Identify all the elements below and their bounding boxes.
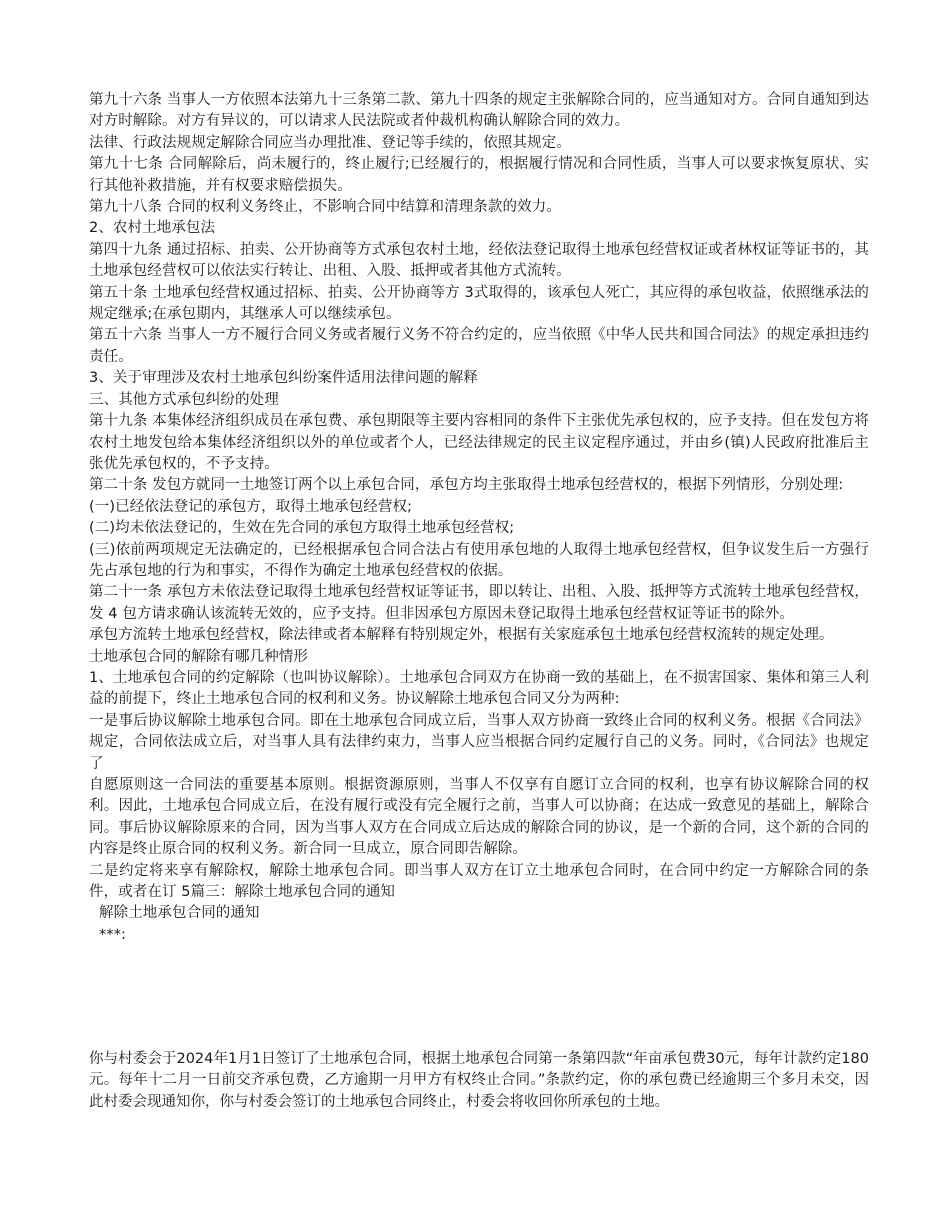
paragraph-voluntary-principle: 自愿原则这一合同法的重要基本原则。根据资源原则，当事人不仅享有自愿订立合同的权利，也享有协议解除合同的权利。因此，土地承包合同成立后，在没有履行或没有完全履行之前，当事人可以协商；在达成一致意见的基础上，解除合同。事后协议解除原来的合同，因为当事人双方在合同成立后达成的解除合同的协议，是一个新的合同，这个新的合同的内容是终止原合同的权利义务。新合同一旦成立，原合同即告解除。 [89, 777, 869, 858]
paragraph-agreed-termination: 1、土地承包合同的约定解除（也叫协议解除）。土地承包合同双方在协商一致的基础上，在不损害国家、集体和第三人利益的前提下，终止土地承包合同的权利和义务。协议解除土地承包合同又分为两种: [89, 669, 869, 708]
section-heading-judicial-interpretation: 3、关于审理涉及农村土地承包纠纷案件适用法律问题的解释 [89, 370, 478, 387]
paragraph-article-21: 第二十一条 承包方未依法登记取得土地承包经营权证等证书，即以转让、出租、入股、抵押等方式流转土地承包经营权，发 4 包方请求确认该流转无效的，应予支持。但非因承包方原因未登记取得土地承包经营权证等证书的除外。 [89, 584, 869, 622]
list-item-2: (二)均未依法登记的，生效在先合同的承包方取得土地承包经营权; [89, 520, 515, 537]
list-item-3: (三)依前两项规定无法确定的，已经根据承包合同合法占有使用承包地的人取得土地承包经营权，但争议发生后一方强行先占承包地的行为和事实，不得作为确定土地承包经营权的依据。 [89, 541, 869, 579]
section-heading-land-contract-law: 2、农村土地承包法 [89, 220, 216, 237]
notice-body: 你与村委会于2024年1月1日签订了土地承包合同，根据土地承包合同第一条第四款“年亩承包费30元，每年计款约定180元。每年十二月一日前交齐承包费，乙方逾期一月甲方有权终止合同。”条款约定，你的承包费已经逾期三个多月未交，因此村委会现通知你，你与村委会签订的土地承包合同终止，村委会将收回你所承包的土地。 [89, 1051, 869, 1110]
subsection-heading-other-disputes: 三、其他方式承包纠纷的处理 [89, 391, 279, 408]
paragraph-article-96: 第九十六条 当事人一方依照本法第九十三条第二款、第九十四条的规定主张解除合同的，应当通知对方。合同自通知到达对方时解除。对方有异议的，可以请求人民法院或者仲裁机构确认解除合同的效力。 [89, 92, 869, 130]
paragraph-article-20: 第二十条 发包方就同一土地签订两个以上承包合同，承包方均主张取得土地承包经营权的，根据下列情形，分别处理: [89, 477, 844, 494]
notice-recipient: ***: [99, 926, 127, 943]
paragraph-article-97: 第九十七条 合同解除后，尚未履行的，终止履行;已经履行的，根据履行情况和合同性质，当事人可以要求恢复原状、实行其他补救措施，并有权要求赔偿损失。 [89, 156, 869, 194]
paragraph-admin-approval: 法律、行政法规规定解除合同应当办理批准、登记等手续的，依照其规定。 [89, 134, 571, 151]
document-body [89, 90, 869, 946]
list-item-1: (一)已经依法登记的承包方，取得土地承包经营权; [89, 498, 413, 515]
paragraph-transfer-rule: 承包方流转土地承包经营权，除法律或者本解释有特别规定外，根据有关家庭承包土地承包经营权流转的规定处理。 [89, 627, 834, 644]
paragraph-article-19: 第十九条 本集体经济组织成员在承包费、承包期限等主要内容相同的条件下主张优先承包权的，应予支持。但在发包方将农村土地发包给本集体经济组织以外的单位或者个人，已经法律规定的民主议定程序通过，并由乡(镇)人民政府批准后主张优先承包权的，不予支持。 [89, 413, 869, 472]
paragraph-article-50: 第五十条 土地承包经营权通过招标、拍卖、公开协商等方 3式取得的，该承包人死亡，其应得的承包收益，依照继承法的规定继承;在承包期内，其继承人可以继续承包。 [89, 284, 869, 323]
paragraph-reserved-right: 二是约定将来享有解除权，解除土地承包合同。即当事人双方在订立土地承包合同时，在合同中约定一方解除合同的条件，或者在订 5篇三：解除土地承包合同的通知 [89, 862, 869, 901]
paragraph-article-56: 第五十六条 当事人一方不履行合同义务或者履行义务不符合约定的，应当依照《中华人民共和国合同法》的规定承担违约责任。 [89, 327, 869, 365]
paragraph-article-98: 第九十八条 合同的权利义务终止，不影响合同中结算和清理条款的效力。 [89, 199, 561, 216]
notice-title: 解除土地承包合同的通知 [99, 905, 260, 922]
paragraph-article-49: 第四十九条 通过招标、拍卖、公开协商等方式承包农村土地，经依法登记取得土地承包经营权证或者林权证等证书的，其土地承包经营权可以依法实行转让、出租、入股、抵押或者其他方式流转。 [89, 241, 869, 280]
section-heading-termination-cases: 土地承包合同的解除有哪几种情形 [89, 648, 308, 665]
paragraph-post-agreement: 一是事后协议解除土地承包合同。即在土地承包合同成立后，当事人双方协商一致终止合同的权利义务。根据《合同法》规定，合同依法成立后，对当事人具有法律约束力，当事人应当根据合同约定履行自己的义务。同时，《合同法》也规定了 [89, 712, 869, 772]
